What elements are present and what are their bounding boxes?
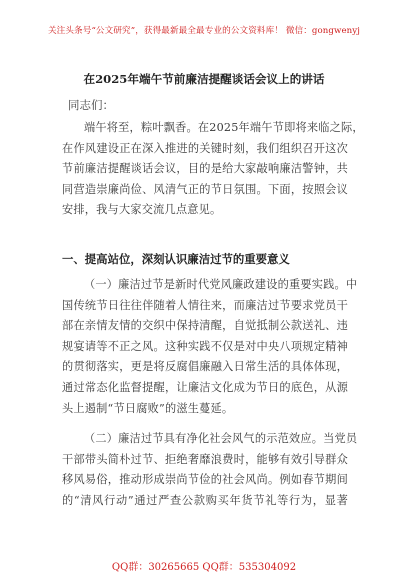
paragraph-line: 头上遏制“节日腐败”的滋生蔓延。 — [62, 401, 234, 415]
paragraph-line: 同营造崇廉尚俭、风清气正的节日氛围。下面，按照会议 — [62, 182, 348, 196]
paragraph-line: （一）廉洁过节是新时代党风廉政建设的重要实践。中 — [84, 278, 358, 291]
paragraph-line: 安排，我与大家交流几点意见。 — [62, 203, 222, 217]
paragraph-intro — [62, 118, 364, 221]
section-heading: 一、提高站位，深刻认识廉洁过节的重要意义 — [62, 252, 290, 266]
paragraph-line: 移风易俗，推动形成崇尚节俭的社会风尚。例如春节期间 — [62, 473, 348, 487]
paragraph-line: 在作风建设正在深入推进的关键时刻，我们组织召开这次 — [62, 141, 348, 155]
paragraph-point-1 — [62, 275, 358, 419]
paragraph-line: 规宴请等不正之风。这种实践不仅是对中央八项规定精神 — [62, 339, 348, 353]
paragraph-line: 干部带头简朴过节、拒绝奢靡浪费时，能够有效引导群众 — [62, 452, 348, 466]
paragraph-line: 的贯彻落实，更是将反腐倡廉融入日常生活的具体体现， — [62, 360, 348, 374]
paragraph-point-2 — [62, 429, 358, 511]
paragraph-line: 部在亲情友情的交织中保持清醒，自觉抵制公款送礼、违 — [62, 319, 348, 333]
paragraph-line: （二）廉洁过节具有净化社会风气的示范效应。当党员 — [84, 432, 358, 445]
salutation: 同志们： — [68, 98, 114, 112]
top-banner: 关注头条号“公文研究”，获得最新最全最专业的公文资料库！ 微信：gongwenyj — [47, 26, 361, 36]
paragraph-line: 国传统节日往往伴随着人情往来，而廉洁过节要求党员干 — [62, 298, 348, 312]
document-title: 在2025年端午节前廉洁提醒谈话会议上的讲话 — [83, 72, 325, 86]
paragraph-line: 的“清风行动”通过严查公款购买年货节礼等行为，显著 — [62, 493, 348, 507]
paragraph-line: 节前廉洁提醒谈话会议，目的是给大家敲响廉洁警钟，共 — [62, 162, 348, 176]
paragraph-line: 端午将至，粽叶飘香。在2025年端午节即将来临之际， — [84, 121, 364, 134]
paragraph-line: 通过常态化监督提醒，让廉洁文化成为节日的底色，从源 — [62, 380, 348, 394]
footer-qq-groups: QQ群：30265665 QQ群：535304092 — [111, 562, 297, 573]
